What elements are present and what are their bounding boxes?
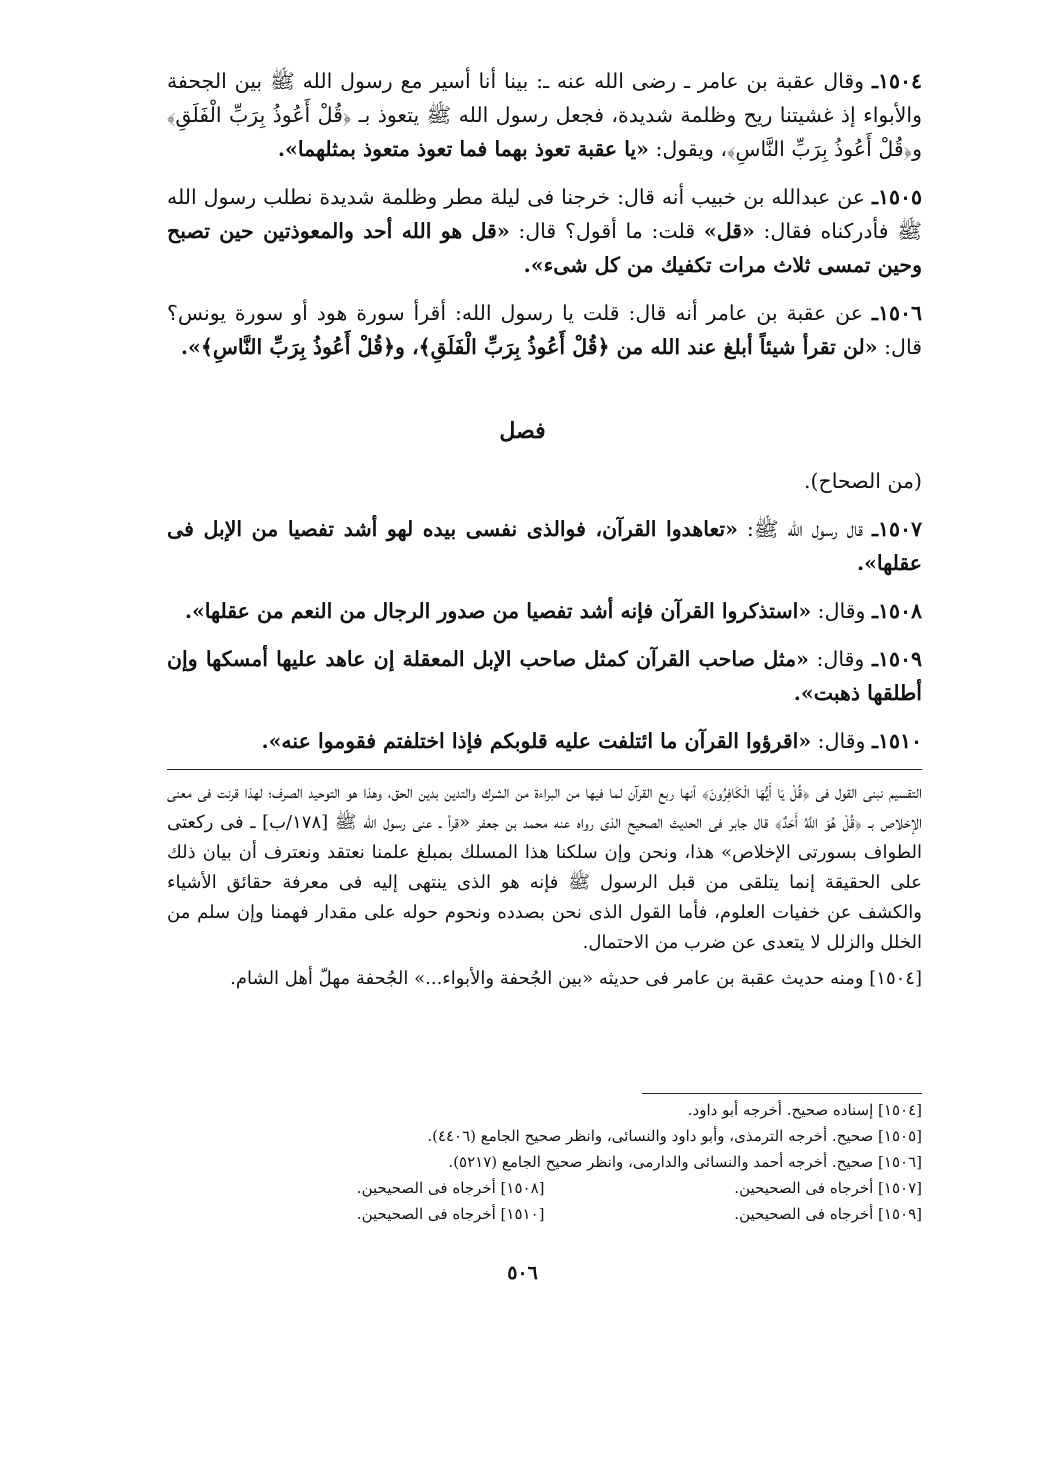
reference-row <box>167 1201 922 1227</box>
hadith-quote: «اقرؤوا القرآن ما ائتلفت عليه قلوبكم فإذا اختلفتم فقوموا عنه». <box>261 729 812 753</box>
references <box>167 1097 922 1227</box>
hadith-quote: «لن تقرأ شيئاً أبلغ عند الله من ﴿قُلْ أَعُوذُ بِرَبِّ الْفَلَقِ﴾، و﴿قُلْ أَعُوذُ بِرَبِّ النَّاسِ﴾». <box>180 335 878 359</box>
hadith-text-mid: قلت: ما أقول؟ قال: <box>509 219 704 243</box>
reference-line: [١٥٠٥] صحيح. أخرجه الترمذى، وأبو داود والنسائى، وانظر صحيح الجامع (٤٤٠٦). <box>427 1127 922 1145</box>
hadith-number: ١٥٠٨ـ <box>871 599 922 623</box>
main-text-top <box>167 64 922 378</box>
footnote-divider <box>167 769 922 770</box>
hadith-1506 <box>167 296 922 364</box>
hadith-text: وقال: <box>811 599 866 623</box>
page-number: ٥٠٦ <box>507 1262 538 1284</box>
hadith-text: عن عقبة بن عامر أنه قال: قلت يا رسول الله: أقرأ سورة هود أو سورة يونس؟ قال: <box>167 301 922 359</box>
hadith-number: ١٥٠٩ـ <box>871 647 922 671</box>
reference-line: [١٥٠٦] صحيح. أخرجه أحمد والنسائى والدارمى، وانظر صحيح الجامع (٥٢١٧). <box>448 1153 922 1171</box>
section-intro: (من الصحاح). <box>803 469 922 493</box>
reference-line: [١٥٠٨] أخرجاه فى الصحيحين. <box>356 1179 545 1197</box>
hadith-text: وقال: <box>808 647 865 671</box>
hadith-quote: «مثل صاحب القرآن كمثل صاحب الإبل المعقلة إن عاهد عليها أمسكها وإن أطلقها ذهبت». <box>167 647 922 705</box>
references-divider <box>642 1093 922 1094</box>
hadith-quote: «قل» <box>703 219 755 243</box>
hadith-quote: «قل هو الله أحد والمعوذتين حين تصبح وحين تمسى ثلاث مرات تكفيك من كل شىء». <box>167 219 922 277</box>
section-heading: فصل <box>499 418 546 444</box>
main-text-bottom <box>167 464 922 772</box>
hadith-1507 <box>167 512 922 580</box>
reference-row <box>167 1175 922 1201</box>
hadith-1504 <box>167 64 922 166</box>
hadith-number: ١٥٠٧ـ <box>871 517 923 541</box>
hadith-1509 <box>167 642 922 710</box>
hadith-number: ١٥٠٥ـ <box>871 185 922 209</box>
reference-line: [١٥٠٧] أخرجاه فى الصحيحين. <box>734 1179 922 1197</box>
hadith-number: ١٥٠٦ـ <box>871 301 922 325</box>
hadith-quote: «استذكروا القرآن فإنه أشد تفصيا من صدور الرجال من النعم من عقلها». <box>184 599 812 623</box>
commentary-notes <box>167 778 922 1000</box>
hadith-1510 <box>167 724 922 758</box>
hadith-text: وقال: <box>811 729 866 753</box>
commentary-paragraph: [١٥٠٤] ومنه حديث عقبة بن عامر فى حديثه «بين الجُحفة والأبواء...» الجُحفة مهلّ أهل الشام. <box>230 968 922 989</box>
commentary-paragraph: التقسيم نبنى القول فى ﴿قُلْ يَا أَيُّهَا الْكَافِرُونَ﴾ أنها ربع القرآن لما فيها من البراءة من الشرك والتدين بدين الحق، وهذا هو التوحيد الصرف؛ لهذا قرنت فى معنى الإخلاص بـ ﴿قُلْ هُوَ اللَّهُ أَحَدٌ﴾ قال جابر فى الحديث الصحيح الذى رواه عنه محمد بن جعفر «قرأ ـ عنى رسول الله ﷺ [١٧٨/ب] ـ فى ركعتى الطواف بسورتى الإخلاص» هذا، ونحن وإن سلكنا هذا المسلك بمبلغ علمنا نعتقد ونعترف أن بيان ذلك على الحقيقة إنما يتلقى من قبل الرسول ﷺ فإنه هو الذى ينتهى إليه فى معرفة حقائق الأشياء والكشف عن خفيات العلوم، فأما القول الذى نحن بصدده ونحوم حوله على مقدار فهمنا وإن سلم من الخلل والزلل لا يتعدى عن ضرب من الاحتمال. <box>167 782 922 953</box>
hadith-number: ١٥١٠ـ <box>871 729 922 753</box>
hadith-quote: «تعاهدوا القرآن، فوالذى نفسى بيده لهو أشد تفصيا من الإبل فى عقلها». <box>167 517 922 575</box>
hadith-text: عن عبدالله بن خبيب أنه قال: خرجنا فى ليلة مطر وظلمة شديدة نطلب رسول الله ﷺ فأدركناه فقال: <box>167 185 923 243</box>
hadith-1505 <box>167 180 922 282</box>
reference-line: [١٥٠٩] أخرجاه فى الصحيحين. <box>734 1205 922 1223</box>
hadith-quote: «يا عقبة تعوذ بهما فما تعوذ متعوذ بمثلهما». <box>277 137 649 161</box>
hadith-text: قال رسول الله ﷺ: <box>737 517 863 541</box>
hadith-1508 <box>167 594 922 628</box>
hadith-text: وقال عقبة بن عامر ـ رضى الله عنه ـ: بينا أنا أسير مع رسول الله ﷺ بين الجحفة والأبواء إذ غشيتنا ريح وظلمة شديدة، فجعل رسول الله ﷺ يتعوذ بـ ﴿قُلْ أَعُوذُ بِرَبِّ الْفَلَقِ﴾ و﴿قُلْ أَعُوذُ بِرَبِّ النَّاسِ﴾، ويقول: <box>167 69 922 161</box>
reference-line: [١٥١٠] أخرجاه فى الصحيحين. <box>356 1205 545 1223</box>
hadith-number: ١٥٠٤ـ <box>871 69 922 93</box>
reference-line: [١٥٠٤] إسناده صحيح. أخرجه أبو داود. <box>687 1101 922 1119</box>
